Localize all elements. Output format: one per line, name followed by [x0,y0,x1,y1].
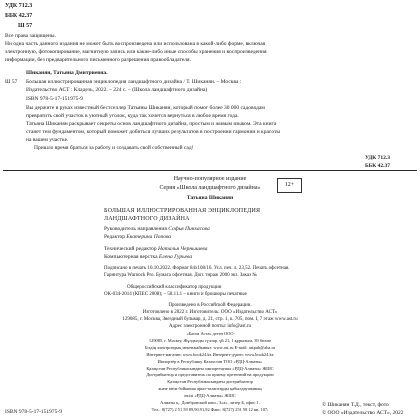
copyright-publisher: © ООО «Издательство АСТ», 2022 [322,410,404,416]
annotation-4: станет тем фундаментом, который поможет добиться лучших результатов в построении гармонии и красоты [26,129,281,135]
kazakh-line: Интернет-магазин: www.book24.kz Интернет-дүкен: www.book24.kz [146,351,274,357]
credit-tech-editor: Технический редактор Наталья Чернышева [104,246,208,252]
credit-head: Руководитель направления Софья Пинхасова [104,226,210,232]
udk-right: УДК 712.3 [365,155,391,161]
kazakh-line: өкілі «РДЦ-Алматы» ЖШС [184,393,236,399]
production-line-3: 129085, г. Москва, Звездный бульвар, д. 21, стр. 1, к. 705, пом. I, 7 этаж www.ast.ru [122,317,298,322]
edition-series: Серия «Школа ландшафтного дизайна» [159,185,261,191]
catalog-title-2: Издательство АСТ : Кладезь, 2022. – 224 с. – (Школа ландшафтного дизайна) [26,87,208,93]
kazakh-line: 129085, г. Мәскеу, Жұлдызды гүлзар, үй 21, 1 құрылым, 39 бөлме [148,337,272,343]
production-line-1: Произведено в Российской Федерации. [168,303,252,308]
rights-reserved: Все права защищены. [5,33,56,39]
catalog-divider [3,170,417,171]
edition-author: Татьяна Шиканян [186,195,234,201]
catalog-author: Шиканян, Татьяна Дмитриевна. [26,70,108,76]
annotation-5: на вашем участке. [26,137,69,143]
credit-layout: Компьютерная верстка Елена Гурьева [104,254,193,260]
author-code: Ш 57 [18,23,33,29]
rights-text-1: Ни одна часть данного издания не может быть воспроизведена или использована в какой-либо форме, включая [5,41,266,47]
production-line-4: Адрес электронной почты: info@ast.ru [169,324,251,329]
kazakh-line: Импортёр в Республику Казахстан ТОО «РДЦ-Алматы» [157,358,263,364]
classifier-line-2: ОК-034-2014 (КПЕС 2008); – 58.11.1 – книги и брошюры печатные [104,292,247,297]
bbk-code: ББК 42.37 [5,13,33,19]
copyright-text-photo: © Шиканян Т.Д., текст, фото [322,402,389,408]
printing-line-2: Гарнитура Warnock Pro. Бумага офсетная. Доп. тираж 2000 экз. Заказ № [104,273,258,278]
annotation-6: Пришло время браться за работу и создавать свой собственный сад! [34,145,194,151]
annotation-2: превратить свой участок в уютный уголок, куда так хочется вернуться в любое время года. [26,113,239,119]
kazakh-line: Біздің электрондық мекенжайымыз: www.ast.ru E-mail: astpub@aha.ru [144,344,276,350]
rights-text-3: информации, без предварительного письменного разрешения правообладателя. [5,57,191,63]
bbk-right: ББК 42.37 [365,163,391,169]
catalog-isbn: ISBN 978-5-17-151975-9 [26,96,83,102]
kazakh-line: «Баспа Аста» деген ООО [186,331,234,336]
kazakh-line: Тел.: 8(727) 2 51 59 89,90,91,92 Факс: 8(727) 251 58 12 вн. 107; [151,406,269,412]
credit-editor: Редактор Екатерина Попова [104,234,172,240]
kazakh-line: Дистрибьютор и представитель по приему претензий на продукцию [146,372,274,378]
annotation-1: Вы держите в руках известный бестселлер Татьяны Шиканян, который помог более 30 000 садоводам [26,105,265,111]
rights-text-2: электронную, фотокопирование, магнитную запись или какие-либо иные способы хранения и воспроизведения [5,49,267,55]
footer-isbn: ISBN 978-5-17-151975-9 [5,409,62,415]
classifier-line-1: Общероссийский классификатор продукции [127,285,222,290]
annotation-3: Татьяна Шиканян раскрывает секреты основ ландшафтного дизайна, простым и живым языком. Эта книга [26,121,277,127]
book-title-1: БОЛЬШАЯ ИЛЛЮСТРИРОВАННАЯ ЭНЦИКЛОПЕДИЯ [104,208,261,214]
age-rating-badge: 12+ [277,178,302,193]
catalog-code: Ш 57 [5,79,18,85]
kazakh-line: Қазақстан Республикасындағы дистрибьютор [167,379,253,385]
kazakh-line: Қазақстан Республикасындағы импорттаушы «РДЦ-Алматы» ЖШС [146,365,274,371]
production-line-2: Изготовлено в 2022 г. Изготовитель: ООО «Издательство АСТ» [142,310,278,315]
kazakh-line: және өнім бойынша арыз-талаптарды қабылдаушының [158,386,262,392]
kazakh-importer-block [60,331,360,414]
catalog-title-1: Большая иллюстрированная энциклопедия ландшафтного дизайна / Т. Шиканян. – Москва : [26,79,242,85]
book-title-2: ЛАНДШАФТНОГО ДИЗАЙНА [104,216,190,222]
kazakh-line: Алматы қ., Домбровский көш., 3«а», литер Б, офис 1. [160,400,260,406]
edition-type: Научно-популярное издание [173,176,247,182]
printing-line-1: Подписано в печать 10.10.2022. Формат 84x108/16. Усл. печ. л. 23,52. Печать офсетная. [104,266,290,271]
udk-code: УДК 712.3 [5,3,33,9]
